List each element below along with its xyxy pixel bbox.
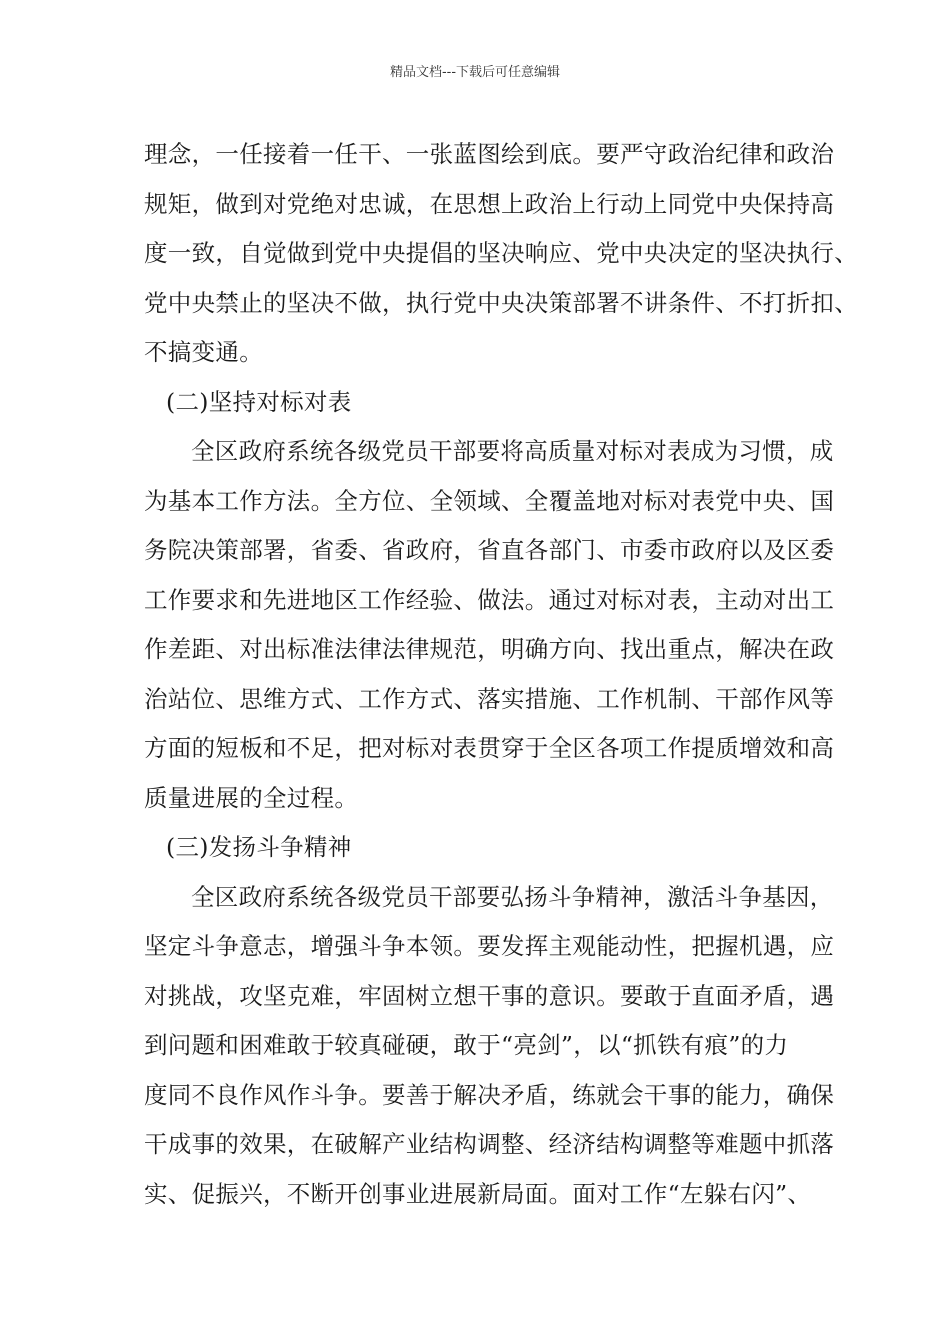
paragraph-line: 坚定斗争意志，增强斗争本领。要发挥主观能动性，把握机遇，应 xyxy=(144,932,835,960)
paragraph-line: 干成事的效果，在破解产业结构调整、经济结构调整等难题中抓落 xyxy=(144,1130,835,1158)
section-heading: (三)发扬斗争精神 xyxy=(166,833,352,861)
paragraph-line: 实、促振兴，不断开创事业进展新局面。面对工作“左躲右闪”、 xyxy=(144,1179,812,1208)
paragraph-line: 治站位、思维方式、工作方式、落实措施、工作机制、干部作风等 xyxy=(144,684,835,713)
document-body xyxy=(144,130,858,1219)
paragraph-line: 质量进展的全过程。 xyxy=(144,783,359,812)
paragraph-line: 方面的短板和不足，把对标对表贯穿于全区各项工作提质增效和高 xyxy=(144,734,835,762)
page-header: 精品文档---下载后可任意编辑 xyxy=(389,65,561,80)
paragraph-line: 不搞变通。 xyxy=(144,338,263,366)
paragraph-line: 对挑战，攻坚克难，牢固树立想干事的意识。要敢于直面矛盾，遇 xyxy=(144,981,835,1010)
section-heading: (二)坚持对标对表 xyxy=(166,387,352,416)
paragraph-line: 全区政府系统各级党员干部要将高质量对标对表成为习惯，成 xyxy=(191,437,834,465)
paragraph-line: 到问题和困难敢于较真碰硬，敢于“亮剑”，以“抓铁有痕”的力 xyxy=(144,1031,789,1059)
paragraph-line: 作差距、对出标准法律法律规范，明确方向、找出重点，解决在政 xyxy=(144,635,835,663)
paragraph-line: 规矩，做到对党绝对忠诚，在思想上政治上行动上同党中央保持高 xyxy=(144,189,835,218)
paragraph-line: 度同不良作风作斗争。要善于解决矛盾，练就会干事的能力，确保 xyxy=(144,1080,835,1109)
paragraph-line: 理念，一任接着一任干、一张蓝图绘到底。要严守政治纪律和政治 xyxy=(144,140,835,168)
paragraph-line: 工作要求和先进地区工作经验、做法。通过对标对表，主动对出工 xyxy=(144,585,835,614)
paragraph-line: 务院决策部署，省委、省政府，省直各部门、市委市政府以及区委 xyxy=(144,536,835,564)
paragraph-line: 度一致，自觉做到党中央提倡的坚决响应、党中央决定的坚决执行、 xyxy=(144,239,858,267)
paragraph-line: 党中央禁止的坚决不做，执行党中央决策部署不讲条件、不打折扣、 xyxy=(144,288,858,317)
paragraph-line: 为基本工作方法。全方位、全领域、全覆盖地对标对表党中央、国 xyxy=(144,486,835,515)
paragraph-line: 全区政府系统各级党员干部要弘扬斗争精神，激活斗争基因， xyxy=(191,882,834,911)
